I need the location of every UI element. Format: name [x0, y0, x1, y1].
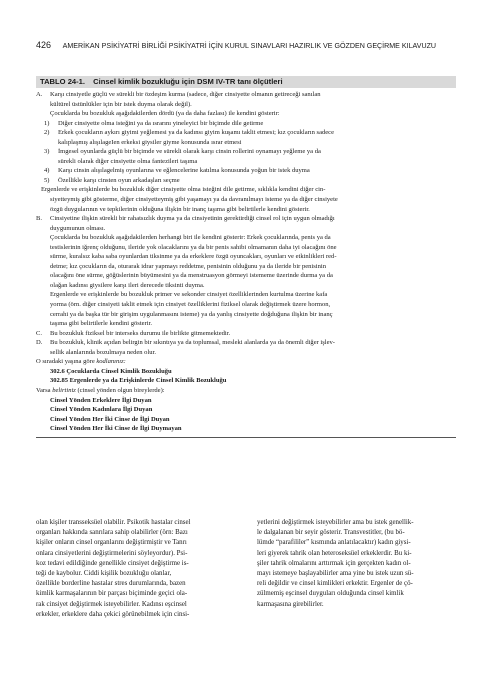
adult-line: Ergenlerde ve erişkinlerde bu bozukluk diğer cinsiyette olma isteğini dile getirme, sıklıkla kendini diğer cin- — [41, 186, 326, 194]
body-line: kimlik karmaşalarının bir parçası biçiminde geçici ola- — [36, 590, 188, 598]
coding-instruction-italic: kodlanınız: — [96, 358, 126, 366]
body-line: reli değildir ve cinsel kimlikleri erkektir. Ergenler de çö- — [257, 580, 413, 588]
adult-line: özgü duygularının ve tepkilerinin olduğuna ilişkin bir inanç taşıma gibi belirtilerle kendini gösterir. — [50, 205, 310, 213]
item-number: 5) — [44, 176, 50, 184]
criterion-a-item — [36, 176, 456, 186]
item-number: 4) — [44, 167, 50, 175]
specifier-list — [36, 396, 456, 434]
body-line: teği de kaybolur. Ciddi kişilik bozukluğu olanlar, — [36, 570, 172, 578]
criterion-c-marker: C. — [36, 329, 43, 337]
body-line: le dalgalanan bir seyir gösterir. Transvestitler, (bu bö- — [257, 529, 405, 537]
body-line: leri giyerek tahrik olan heteroseksüel erkeklerdir. Bu ki- — [257, 549, 412, 557]
criterion-d-line: Bu bozukluk, klinik açıdan belirgin bir sıkıntıya ya da toplumsal, mesleki alanlarda ya da önemli diğer işlev- — [50, 339, 335, 347]
item-line: Erkek çocukların aykırı giyimi yeğlemesi ya da kadınsı giyim kuşamı taklit etmesi; kız çocukların sadece — [58, 129, 334, 137]
criterion-a-item — [36, 166, 456, 176]
criterion-a-item — [36, 128, 456, 147]
criterion-b-line: olağan kadınsı giysilere karşı ileri derecede tiksinti duyma. — [50, 281, 205, 289]
criterion-b-line: Çocuklarda bu bozukluk aşağıdakilerden herhangi biri ile kendini gösterir: Erkek çocuklarında, penis ya da — [50, 234, 331, 242]
criterion-b-line: taşıma gibi belirtilerle kendini gösterir. — [50, 320, 152, 328]
body-line: lümde “parafililer” kısmında anlatılacaktır) kadın giysi- — [257, 539, 411, 547]
table-title-bar — [36, 76, 456, 88]
running-header — [36, 40, 456, 50]
specifier-instruction — [36, 386, 456, 396]
specifier-entry: Cinsel Yönden Kadınlara İlgi Duyan — [50, 406, 153, 414]
specifier-italic: belirtiniz — [52, 386, 76, 394]
criterion-a-adult — [36, 185, 456, 214]
criterion-b — [36, 214, 456, 329]
table-body — [36, 88, 456, 438]
body-line: organları hakkında sanrılara sahip olabilirler (örn: Bazı — [36, 529, 188, 537]
body-column-left — [36, 518, 236, 620]
item-line: Diğer cinsiyette olma isteğini ya da ısrarını yineleyici bir biçimde dile getirme — [58, 119, 264, 127]
body-line: yetlerini değiştirmek isteyebilirler ama bu istek genellik- — [257, 519, 414, 526]
body-line: olan kişiler transseksüel olabilir. Psikotik hastalar cinsel — [36, 519, 191, 526]
body-line: onlara cinsiyetlerini değiştirmelerini söyleyordur). Psi- — [36, 549, 188, 557]
criterion-d-line: sellik alanlarında bozulmaya neden olur. — [50, 348, 156, 356]
criterion-a-item — [36, 147, 456, 166]
criterion-a-line: Çocuklarda bu bozukluk aşağıdakilerden dördü (ya da daha fazlası) ile kendini gösterir: — [50, 110, 280, 118]
criterion-a-line: Karşı cinsiyetle güçlü ve sürekli bir özdeşim kurma (sadece, diğer cinsiyette olmanın getireceği sanılan — [50, 91, 321, 98]
item-number: 3) — [44, 148, 50, 156]
code-entry: 302.6 Çocuklarda Cinsel Kimlik Bozukluğu — [50, 367, 172, 375]
body-line: koz tedavi edildiğinde genellikle cinsiyet değiştirme is- — [36, 559, 189, 567]
item-line: sürekli olarak diğer cinsiyette olma fantezileri taşıma — [58, 157, 198, 165]
item-line: Karşı cinsin alışılagelmiş oyunlarına ve eğlencelerine katılma konusunda yoğun bir istek duyma — [58, 167, 310, 175]
body-column-right — [257, 518, 457, 610]
criterion-a-marker: A. — [36, 91, 43, 98]
coding-instruction — [36, 357, 456, 367]
criterion-a-item — [36, 119, 456, 129]
criterion-b-line: testislerinin iğrenç olduğunu, ileride yok olacaklarını ya da bir penis sahibi olmamanın daha iyi olacağını öne — [50, 243, 337, 251]
code-list — [36, 367, 456, 386]
criterion-c-text: Bu bozukluk fiziksel bir interseks durumu ile birlikte gitmemektedir. — [50, 329, 231, 337]
criterion-a — [36, 90, 456, 119]
item-number: 1) — [44, 119, 50, 127]
criterion-b-line: Cinsiyetine ilişkin sürekli bir rahatsızlık duyma ya da cinsiyetinin gerektirdiği cinsel rol için uygun olmadığı — [50, 215, 335, 223]
criterion-b-line: duygumunun olması. — [50, 224, 106, 232]
criterion-b-line: Ergenlerde ve erişkinlerde bu bozukluk primer ve sekonder cinsiyet özelliklerinden kurtulma üzerine kafa — [50, 291, 328, 299]
body-line: özellikle borderline hastalar stres durumlarında, bazen — [36, 580, 186, 588]
item-line: kalıplaşmış alışılageIen erkeksi giysiler giyme konusunda ısrar etmesi — [58, 138, 242, 146]
criterion-d — [36, 338, 456, 357]
specifier-suffix: (cinsel yönden olgun bireylerde): — [75, 386, 165, 394]
adult-line: siyetteymiş gibi gösterme, diğer cinsiyetteymiş gibi yaşamayı ya da davranılmayı isteme ya da diğer cinsiyete — [50, 196, 338, 204]
criterion-b-line: yorma (örn. diğer cinsiyeti taklit etmek için cinsiyet özelliklerini fiziksel olarak değiştirmek üzere hormon, — [50, 301, 331, 309]
specifier-entry: Cinsel Yönden Her İki Cinse de İlgi Duyan — [50, 415, 170, 423]
criterion-b-marker: B. — [36, 215, 43, 223]
criterion-b-line: olacağını öne sürme, göğüslerinin büyümesini ya da menstruasyon görmeyi istememe üzerinde durma ya da — [50, 272, 333, 280]
table-title: Cinsel kimlik bozukluğu için DSM IV-TR tanı ölçütleri — [93, 77, 283, 86]
body-line: karmaşasına girebilirler. — [257, 600, 324, 608]
running-title: AMERİKAN PSİKİYATRİ BİRLİĞİ PSİKİYATRİ İÇİN KURUL SINAVLARI HAZIRLIK VE GÖZDEN GEÇİRME KILAVUZU — [62, 42, 437, 50]
item-line: Özellikle karşı cinsten oyun arkadaşları seçme — [58, 176, 180, 184]
page-number: 426 — [36, 40, 52, 50]
criterion-b-line: cerrahi ya da başka tür bir girişim uygulanmasını isteme) ya da yanlış cinsiyette doğduğuna ilişkin bir inanç — [50, 310, 333, 318]
item-line: İmgesel oyunlarda güçlü bir biçimde ve sürekli olarak karşı cinsin rollerini oynamayı yeğleme ya da — [58, 148, 321, 156]
criterion-b-line: sürme, kuralsız kaba saba oyunlardan tiksinme ya da erkeklere özgü oyuncakları, oyunları ve etkinlikleri red- — [50, 253, 337, 261]
body-line: şiler tahrik olmalarını arttırmak için gerçekten kadın ol- — [257, 559, 411, 567]
table-label: TABLO 24-1. — [40, 77, 86, 86]
criterion-d-marker: D. — [36, 339, 43, 347]
criterion-c — [36, 329, 456, 339]
body-line: kişiler onların cinsel organlarını değiştirmiştir ve Tanrı — [36, 539, 187, 547]
item-number: 2) — [44, 129, 50, 137]
specifier-prefix: Varsa — [36, 386, 53, 394]
criterion-a-line: kültürel üstünlükler için bir istek duyma olarak değil). — [50, 100, 192, 108]
body-line: mayı istemeye başlayabilirler ama yine bu istek uzun sü- — [257, 570, 414, 578]
criteria-table — [36, 76, 456, 438]
body-line: rak cinsiyet değiştirmek isteyebilirler. Kadınsı eşcinsel — [36, 600, 187, 608]
code-entry: 302.85 Ergenlerde ya da Erişkinlerde Cinsel Kimlik Bozukluğu — [50, 377, 227, 385]
specifier-entry: Cinsel Yönden Her İki Cinse de İlgi Duymayan — [50, 425, 182, 433]
coding-instruction-text: O sıradaki yaşına göre — [36, 358, 97, 366]
criterion-b-line: detme; kız çocukların da, oturarak idrar yapmayı reddetme, penisinin olduğunu ya da ileride bir penisinin — [50, 262, 326, 270]
body-line: zülmemiş eşcinsel duyguları olduğunda cinsel kimlik — [257, 590, 404, 598]
body-line: erkekler, erkeklere daha çekici görünebilmek için cinsi- — [36, 610, 190, 618]
specifier-entry: Cinsel Yönden Erkeklere İlgi Duyan — [50, 396, 152, 404]
